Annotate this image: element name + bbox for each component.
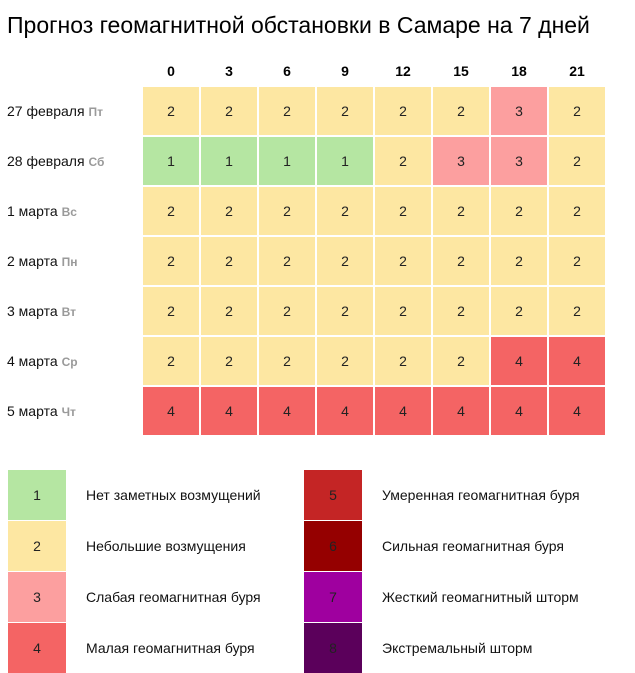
- date-text: 5 марта: [7, 403, 58, 419]
- legend-label: Жесткий геомагнитный шторм: [382, 589, 579, 605]
- hour-label: 6: [283, 63, 291, 79]
- legend-label: Небольшие возмущения: [86, 538, 246, 554]
- date-label: [7, 236, 77, 286]
- heatmap-cell: 3: [490, 136, 548, 186]
- heatmap-cell: 4: [200, 386, 258, 436]
- heatmap-cell: 4: [490, 336, 548, 386]
- heatmap-cell: 2: [142, 186, 200, 236]
- heatmap-cell: 2: [316, 336, 374, 386]
- hour-label: 3: [225, 63, 233, 79]
- heatmap-cell: 2: [374, 336, 432, 386]
- heatmap-cell: 2: [316, 186, 374, 236]
- heatmap-cell: 2: [490, 186, 548, 236]
- date-text: 4 марта: [7, 353, 58, 369]
- heatmap-cell: 2: [200, 86, 258, 136]
- hour-label: 0: [167, 63, 175, 79]
- heatmap-cell: 4: [316, 386, 374, 436]
- legend-swatch: 3: [8, 572, 66, 622]
- date-label: [7, 336, 78, 386]
- hour-label: 18: [511, 63, 527, 79]
- heatmap-cell: 4: [432, 386, 490, 436]
- legend-swatch: 5: [304, 470, 362, 520]
- legend-label: Нет заметных возмущений: [86, 487, 261, 503]
- heatmap-cell: 2: [432, 186, 490, 236]
- legend-swatch: 2: [8, 521, 66, 571]
- heatmap-cell: 2: [490, 236, 548, 286]
- heatmap-cell: 2: [142, 236, 200, 286]
- heatmap-cell: 2: [316, 286, 374, 336]
- legend-label: Экстремальный шторм: [382, 640, 533, 656]
- heatmap-cell: 4: [374, 386, 432, 436]
- heatmap-cell: 2: [316, 236, 374, 286]
- heatmap-cell: 2: [142, 286, 200, 336]
- weekday-text: Пн: [61, 255, 78, 269]
- heatmap-cell: 2: [548, 236, 606, 286]
- legend-swatch: 1: [8, 470, 66, 520]
- heatmap-cell: 2: [316, 86, 374, 136]
- heatmap-cell: 2: [200, 336, 258, 386]
- legend-label: Малая геомагнитная буря: [86, 640, 255, 656]
- heatmap-cell: 2: [142, 336, 200, 386]
- heatmap-cell: 1: [316, 136, 374, 186]
- date-label: [7, 186, 77, 236]
- heatmap-cell: 2: [374, 186, 432, 236]
- heatmap-cell: 2: [142, 86, 200, 136]
- heatmap-cell: 4: [548, 336, 606, 386]
- heatmap-cell: 2: [548, 286, 606, 336]
- heatmap-cell: 1: [142, 136, 200, 186]
- legend-label: Сильная геомагнитная буря: [382, 538, 564, 554]
- heatmap-cell: 1: [200, 136, 258, 186]
- legend-swatch: 7: [304, 572, 362, 622]
- legend-swatch: 8: [304, 623, 362, 673]
- heatmap-cell: 4: [490, 386, 548, 436]
- forecast-heatmap: [142, 86, 606, 436]
- date-text: 3 марта: [7, 303, 58, 319]
- hour-label: 12: [395, 63, 411, 79]
- heatmap-cell: 2: [432, 236, 490, 286]
- heatmap-cell: 2: [258, 86, 316, 136]
- heatmap-cell: 4: [548, 386, 606, 436]
- hour-label: 15: [453, 63, 469, 79]
- heatmap-cell: 2: [548, 186, 606, 236]
- weekday-text: Чт: [61, 405, 76, 419]
- chart-title: Прогноз геомагнитной обстановки в Самаре на 7 дней: [7, 12, 590, 38]
- legend-label: Слабая геомагнитная буря: [86, 589, 261, 605]
- heatmap-cell: 2: [200, 236, 258, 286]
- heatmap-cell: 2: [548, 86, 606, 136]
- legend-swatch: 4: [8, 623, 66, 673]
- date-label: [7, 136, 104, 186]
- date-text: 1 марта: [7, 203, 58, 219]
- hour-label: 21: [569, 63, 585, 79]
- legend-swatch: 6: [304, 521, 362, 571]
- heatmap-cell: 2: [258, 336, 316, 386]
- date-text: 27 февраля: [7, 103, 85, 119]
- legend-label: Умеренная геомагнитная буря: [382, 487, 580, 503]
- heatmap-cell: 3: [432, 136, 490, 186]
- heatmap-cell: 2: [258, 286, 316, 336]
- weekday-text: Пт: [88, 105, 104, 119]
- weekday-text: Ср: [61, 355, 78, 369]
- heatmap-cell: 2: [258, 186, 316, 236]
- heatmap-cell: 2: [200, 286, 258, 336]
- weekday-text: Сб: [88, 155, 105, 169]
- heatmap-cell: 2: [548, 136, 606, 186]
- heatmap-cell: 1: [258, 136, 316, 186]
- heatmap-cell: 4: [258, 386, 316, 436]
- date-text: 28 февраля: [7, 153, 85, 169]
- heatmap-cell: 2: [258, 236, 316, 286]
- heatmap-cell: 2: [490, 286, 548, 336]
- date-label: [7, 86, 103, 136]
- date-label: [7, 286, 76, 336]
- heatmap-cell: 2: [200, 186, 258, 236]
- hour-label: 9: [341, 63, 349, 79]
- date-label: [7, 386, 76, 436]
- weekday-text: Вс: [61, 205, 77, 219]
- date-text: 2 марта: [7, 253, 58, 269]
- heatmap-cell: 2: [374, 136, 432, 186]
- heatmap-cell: 2: [374, 286, 432, 336]
- heatmap-cell: 2: [432, 336, 490, 386]
- weekday-text: Вт: [61, 305, 76, 319]
- hour-axis: [142, 62, 606, 80]
- heatmap-cell: 3: [490, 86, 548, 136]
- heatmap-cell: 2: [432, 86, 490, 136]
- heatmap-cell: 2: [374, 236, 432, 286]
- heatmap-cell: 2: [374, 86, 432, 136]
- heatmap-cell: 4: [142, 386, 200, 436]
- heatmap-cell: 2: [432, 286, 490, 336]
